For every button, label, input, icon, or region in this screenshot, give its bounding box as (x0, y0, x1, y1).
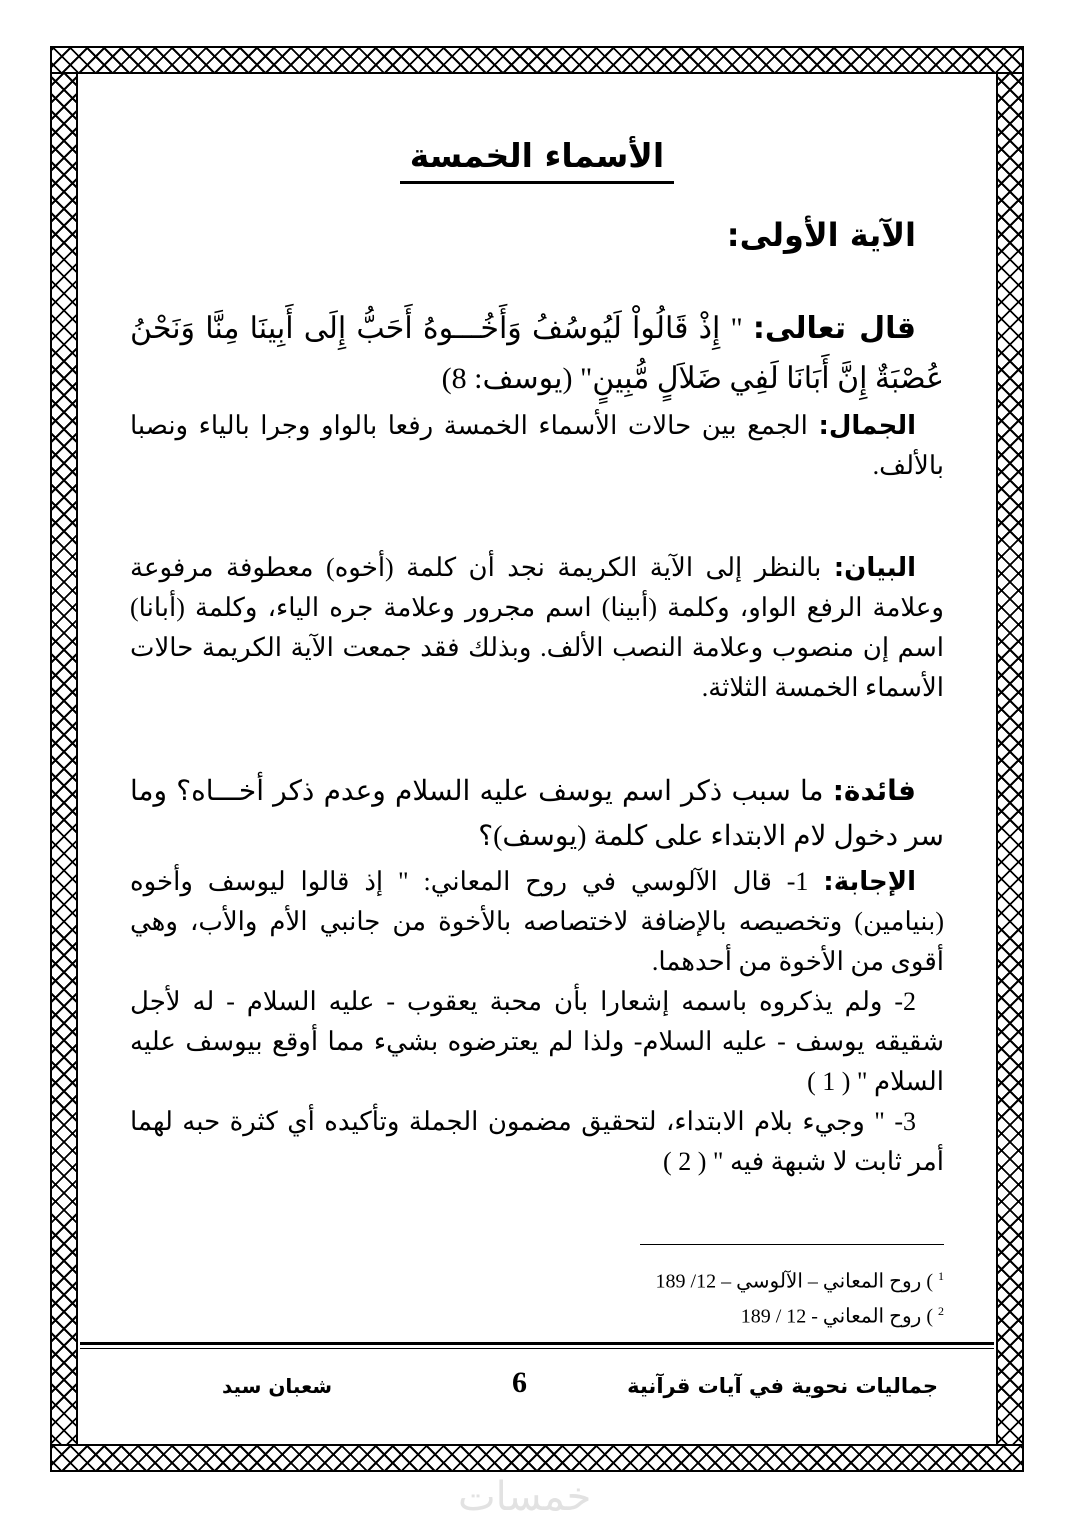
footnote-2 (444, 1297, 944, 1332)
verse-label: قال تعالى: (752, 311, 917, 346)
footer-author: شعبان سيد (222, 1374, 333, 1398)
border-top-ornament (52, 48, 1022, 74)
border-right-ornament (996, 74, 1022, 1444)
footnotes (444, 1262, 944, 1331)
footnote-1-text: ) روح المعاني – الآلوسي – 12/ 189 (655, 1270, 933, 1293)
ijaba-point-2 (130, 982, 944, 1102)
footnote-2-text: ) روح المعاني - 12 / 189 (740, 1305, 933, 1328)
footnote-divider (640, 1244, 944, 1245)
jamal-label: الجمال: (818, 411, 917, 441)
footer-divider-thick (80, 1342, 994, 1345)
ijaba-label: الإجابة: (823, 867, 916, 897)
ijaba-p2-text: 2- ولم يذكروه باسمه إشعارا بأن محبة يعقوب - عليه السلام - له لأجل شقيقه يوسف - عليه السلام- ولذا لم يعترضوه بشيء مما أوقع بيوسف عليه السلام " (130, 987, 944, 1096)
verse-text: " إِذْ قَالُواْ لَيُوسُفُ وَأَخُـــوهُ أَحَبُّ إِلَى أَبِينَا مِنَّا وَنَحْنُ عُصْبَةٌ إِنَّ أَبَانَا لَفِي ضَلاَلٍ مُّبِينٍ" (يوسف: 8) (130, 312, 944, 395)
border-left-ornament (52, 74, 78, 1444)
page-title-text: الأسماء الخمسة (400, 136, 674, 184)
jamal-paragraph (130, 406, 944, 486)
ayah-heading: الآية الأولى: (726, 216, 916, 254)
bayan-text: بالنظر إلى الآية الكريمة نجد أن كلمة (أخوه) معطوفة مرفوعة وعلامة الرفع الواو، وكلمة (أبينا) اسم مجرور وعلامة جره الياء، وكلمة (أبانا) اسم إن منصوب وعلامة النصب الألف. وبذلك فقد جمعت الآية الكريمة حالات الأسماء الخمسة الثلاثة. (130, 553, 944, 702)
faida-text: ما سبب ذكر اسم يوسف عليه السلام وعدم ذكر أخـــاه؟ وما سر دخول لام الابتداء على كلمة (يوسف)؟ (130, 776, 944, 852)
ijaba-section (130, 862, 944, 1182)
watermark: خمسات (458, 1474, 592, 1520)
jamal-text: الجمع بين حالات الأسماء الخمسة رفعا بالواو وجرا بالياء ونصبا بالألف. (130, 411, 944, 480)
footnote-1-num: 1 (938, 1269, 944, 1283)
footer-book-title: جماليات نحوية في آيات قرآنية (627, 1374, 938, 1398)
border-bottom-ornament (52, 1444, 1022, 1470)
page-number: 6 (512, 1366, 527, 1399)
page-footer (80, 1366, 994, 1416)
ijaba-p1-text: 1- قال الآلوسي في روح المعاني: " إذ قالوا ليوسف وأخوه (بنيامين) وتخصيصه بالإضافة لاختصاصه بالأخوة من جانبي الأم والأب، وهي أقوى من الأخوة من أحدهما. (130, 867, 944, 976)
footer-divider-thin (80, 1348, 994, 1349)
page-content (80, 76, 994, 1442)
faida-paragraph (130, 768, 944, 859)
footnote-2-num: 2 (938, 1303, 944, 1318)
bayan-paragraph (130, 548, 944, 708)
footnote-ref-2[interactable]: ( 2 ) (663, 1147, 707, 1176)
bayan-label: البيان: (833, 553, 917, 583)
footnote-ref-1[interactable]: ( 1 ) (807, 1067, 851, 1096)
faida-label: فائدة: (832, 774, 916, 807)
ijaba-point-1 (130, 862, 944, 982)
verse-paragraph (130, 304, 944, 404)
ijaba-p3-text: 3- " وجيء بلام الابتداء، لتحقيق مضمون الجملة وتأكيده أي كثرة حبه لهما أمر ثابت لا شبهة فيه " (130, 1107, 944, 1176)
page-title (80, 136, 994, 184)
ijaba-point-3 (130, 1102, 944, 1182)
footnote-1 (444, 1262, 944, 1297)
